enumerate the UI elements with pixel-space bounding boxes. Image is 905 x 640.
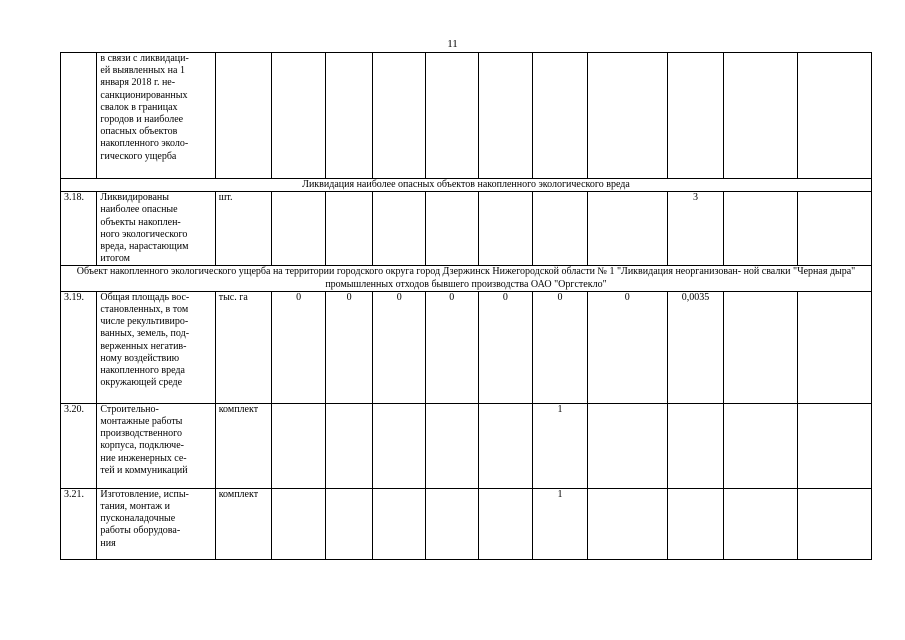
name-line: января 2018 г. не- <box>100 77 176 89</box>
value-cell <box>587 192 667 266</box>
value-cell: 3 <box>667 192 724 266</box>
table-row <box>61 53 872 179</box>
name-line: санкционированных <box>100 89 188 101</box>
section-row <box>61 266 872 291</box>
value-cell: 0 <box>478 291 533 403</box>
name-line: работы оборудова- <box>100 525 181 537</box>
value-cell <box>798 291 872 403</box>
indicators-table <box>60 52 872 560</box>
name-line: итогом <box>100 253 130 265</box>
name-line: наиболее опасные <box>100 204 178 216</box>
value-cell <box>272 403 326 488</box>
section-heading: Ликвидация наиболее опасных объектов накопленного экологического вреда <box>61 179 872 192</box>
value-cell <box>272 53 326 179</box>
value-cell <box>587 53 667 179</box>
value-cell: 0 <box>533 291 588 403</box>
value-cell <box>426 53 479 179</box>
name-line: ного экологического <box>100 228 188 240</box>
value-cell <box>426 488 479 559</box>
value-cell <box>533 53 588 179</box>
value-cell <box>724 488 798 559</box>
name-line: Строительно- <box>100 403 159 415</box>
value-cell <box>798 53 872 179</box>
value-cell: 0 <box>272 291 326 403</box>
name-line: гического ущерба <box>100 150 177 162</box>
indicator-name <box>97 488 215 559</box>
value-cell: 1 <box>533 488 588 559</box>
name-line: тания, монтаж и <box>100 501 170 513</box>
value-cell <box>325 403 373 488</box>
section-row <box>61 179 872 192</box>
table-row <box>61 403 872 488</box>
value-cell <box>325 53 373 179</box>
name-line: пусконаладочные <box>100 513 176 525</box>
row-number: 3.19. <box>61 291 97 403</box>
value-cell <box>587 403 667 488</box>
value-cell <box>667 488 724 559</box>
name-line: свалок в границах <box>100 101 178 113</box>
value-cell <box>325 488 373 559</box>
value-cell <box>272 488 326 559</box>
name-line: числе рекультивиро- <box>100 316 189 328</box>
name-line: окружающей среде <box>100 377 183 389</box>
value-cell <box>373 488 426 559</box>
value-cell: 1 <box>533 403 588 488</box>
table-row <box>61 488 872 559</box>
value-cell: 0 <box>426 291 479 403</box>
value-cell <box>373 192 426 266</box>
value-cell <box>426 403 479 488</box>
name-line: верженных негатив- <box>100 340 187 352</box>
value-cell <box>325 192 373 266</box>
value-cell <box>478 53 533 179</box>
row-number: 3.20. <box>61 403 97 488</box>
name-line: производственного <box>100 428 182 440</box>
value-cell <box>478 403 533 488</box>
value-cell: 0,0035 <box>667 291 724 403</box>
name-line: Ликвидированы <box>100 192 169 204</box>
table-row <box>61 291 872 403</box>
name-line: ному воздействию <box>100 352 180 364</box>
name-line: ния <box>100 537 116 549</box>
unit-cell: тыс. га <box>215 291 272 403</box>
page-number: 11 <box>447 38 458 50</box>
value-cell <box>272 192 326 266</box>
value-cell <box>798 403 872 488</box>
name-line: ванных, земель, под- <box>100 328 190 340</box>
name-line: Общая площадь вос- <box>100 291 190 303</box>
name-line: тей и коммуникаций <box>100 464 188 476</box>
value-cell <box>724 192 798 266</box>
value-cell: 0 <box>325 291 373 403</box>
row-number: 3.18. <box>61 192 97 266</box>
name-line: вреда, нарастающим <box>100 241 189 253</box>
indicator-name <box>97 291 215 403</box>
name-line: объекты накоплен- <box>100 216 181 228</box>
value-cell <box>667 403 724 488</box>
row-number: 3.21. <box>61 488 97 559</box>
table-row <box>61 192 872 266</box>
name-line: в связи с ликвидаци- <box>100 53 189 64</box>
name-line: городов и наиболее <box>100 114 184 126</box>
value-cell <box>533 192 588 266</box>
unit-cell <box>215 53 272 179</box>
value-cell <box>798 192 872 266</box>
name-line: накопленного вреда <box>100 365 185 377</box>
value-cell <box>426 192 479 266</box>
section-heading: Объект накопленного экологического ущерба на территории городского округа город Дзержинск Нижегородской области № 1 "Ликвидация неорганизован- ной свалки "Черная дыра" промышленных отходов бывшего производства ОАО "Оргстекло" <box>61 266 872 291</box>
name-line: корпуса, подключе- <box>100 440 184 452</box>
name-line: ей выявленных на 1 <box>100 65 185 77</box>
value-cell <box>798 488 872 559</box>
name-line: опасных объектов <box>100 126 178 138</box>
value-cell <box>373 53 426 179</box>
indicator-name <box>97 403 215 488</box>
indicator-name <box>97 192 215 266</box>
unit-cell: комплект <box>215 403 272 488</box>
value-cell <box>478 488 533 559</box>
name-line: накопленного эколо- <box>100 138 189 150</box>
value-cell: 0 <box>587 291 667 403</box>
value-cell <box>478 192 533 266</box>
value-cell <box>587 488 667 559</box>
name-line: Изготовление, испы- <box>100 488 189 500</box>
value-cell <box>667 53 724 179</box>
value-cell <box>373 403 426 488</box>
unit-cell: шт. <box>215 192 272 266</box>
name-line: монтажные работы <box>100 416 183 428</box>
name-line: становленных, в том <box>100 304 189 316</box>
value-cell <box>724 291 798 403</box>
value-cell: 0 <box>373 291 426 403</box>
value-cell <box>724 403 798 488</box>
indicator-name <box>97 53 215 179</box>
unit-cell: комплект <box>215 488 272 559</box>
value-cell <box>724 53 798 179</box>
name-line: ние инженерных се- <box>100 452 187 464</box>
row-number <box>61 53 97 179</box>
